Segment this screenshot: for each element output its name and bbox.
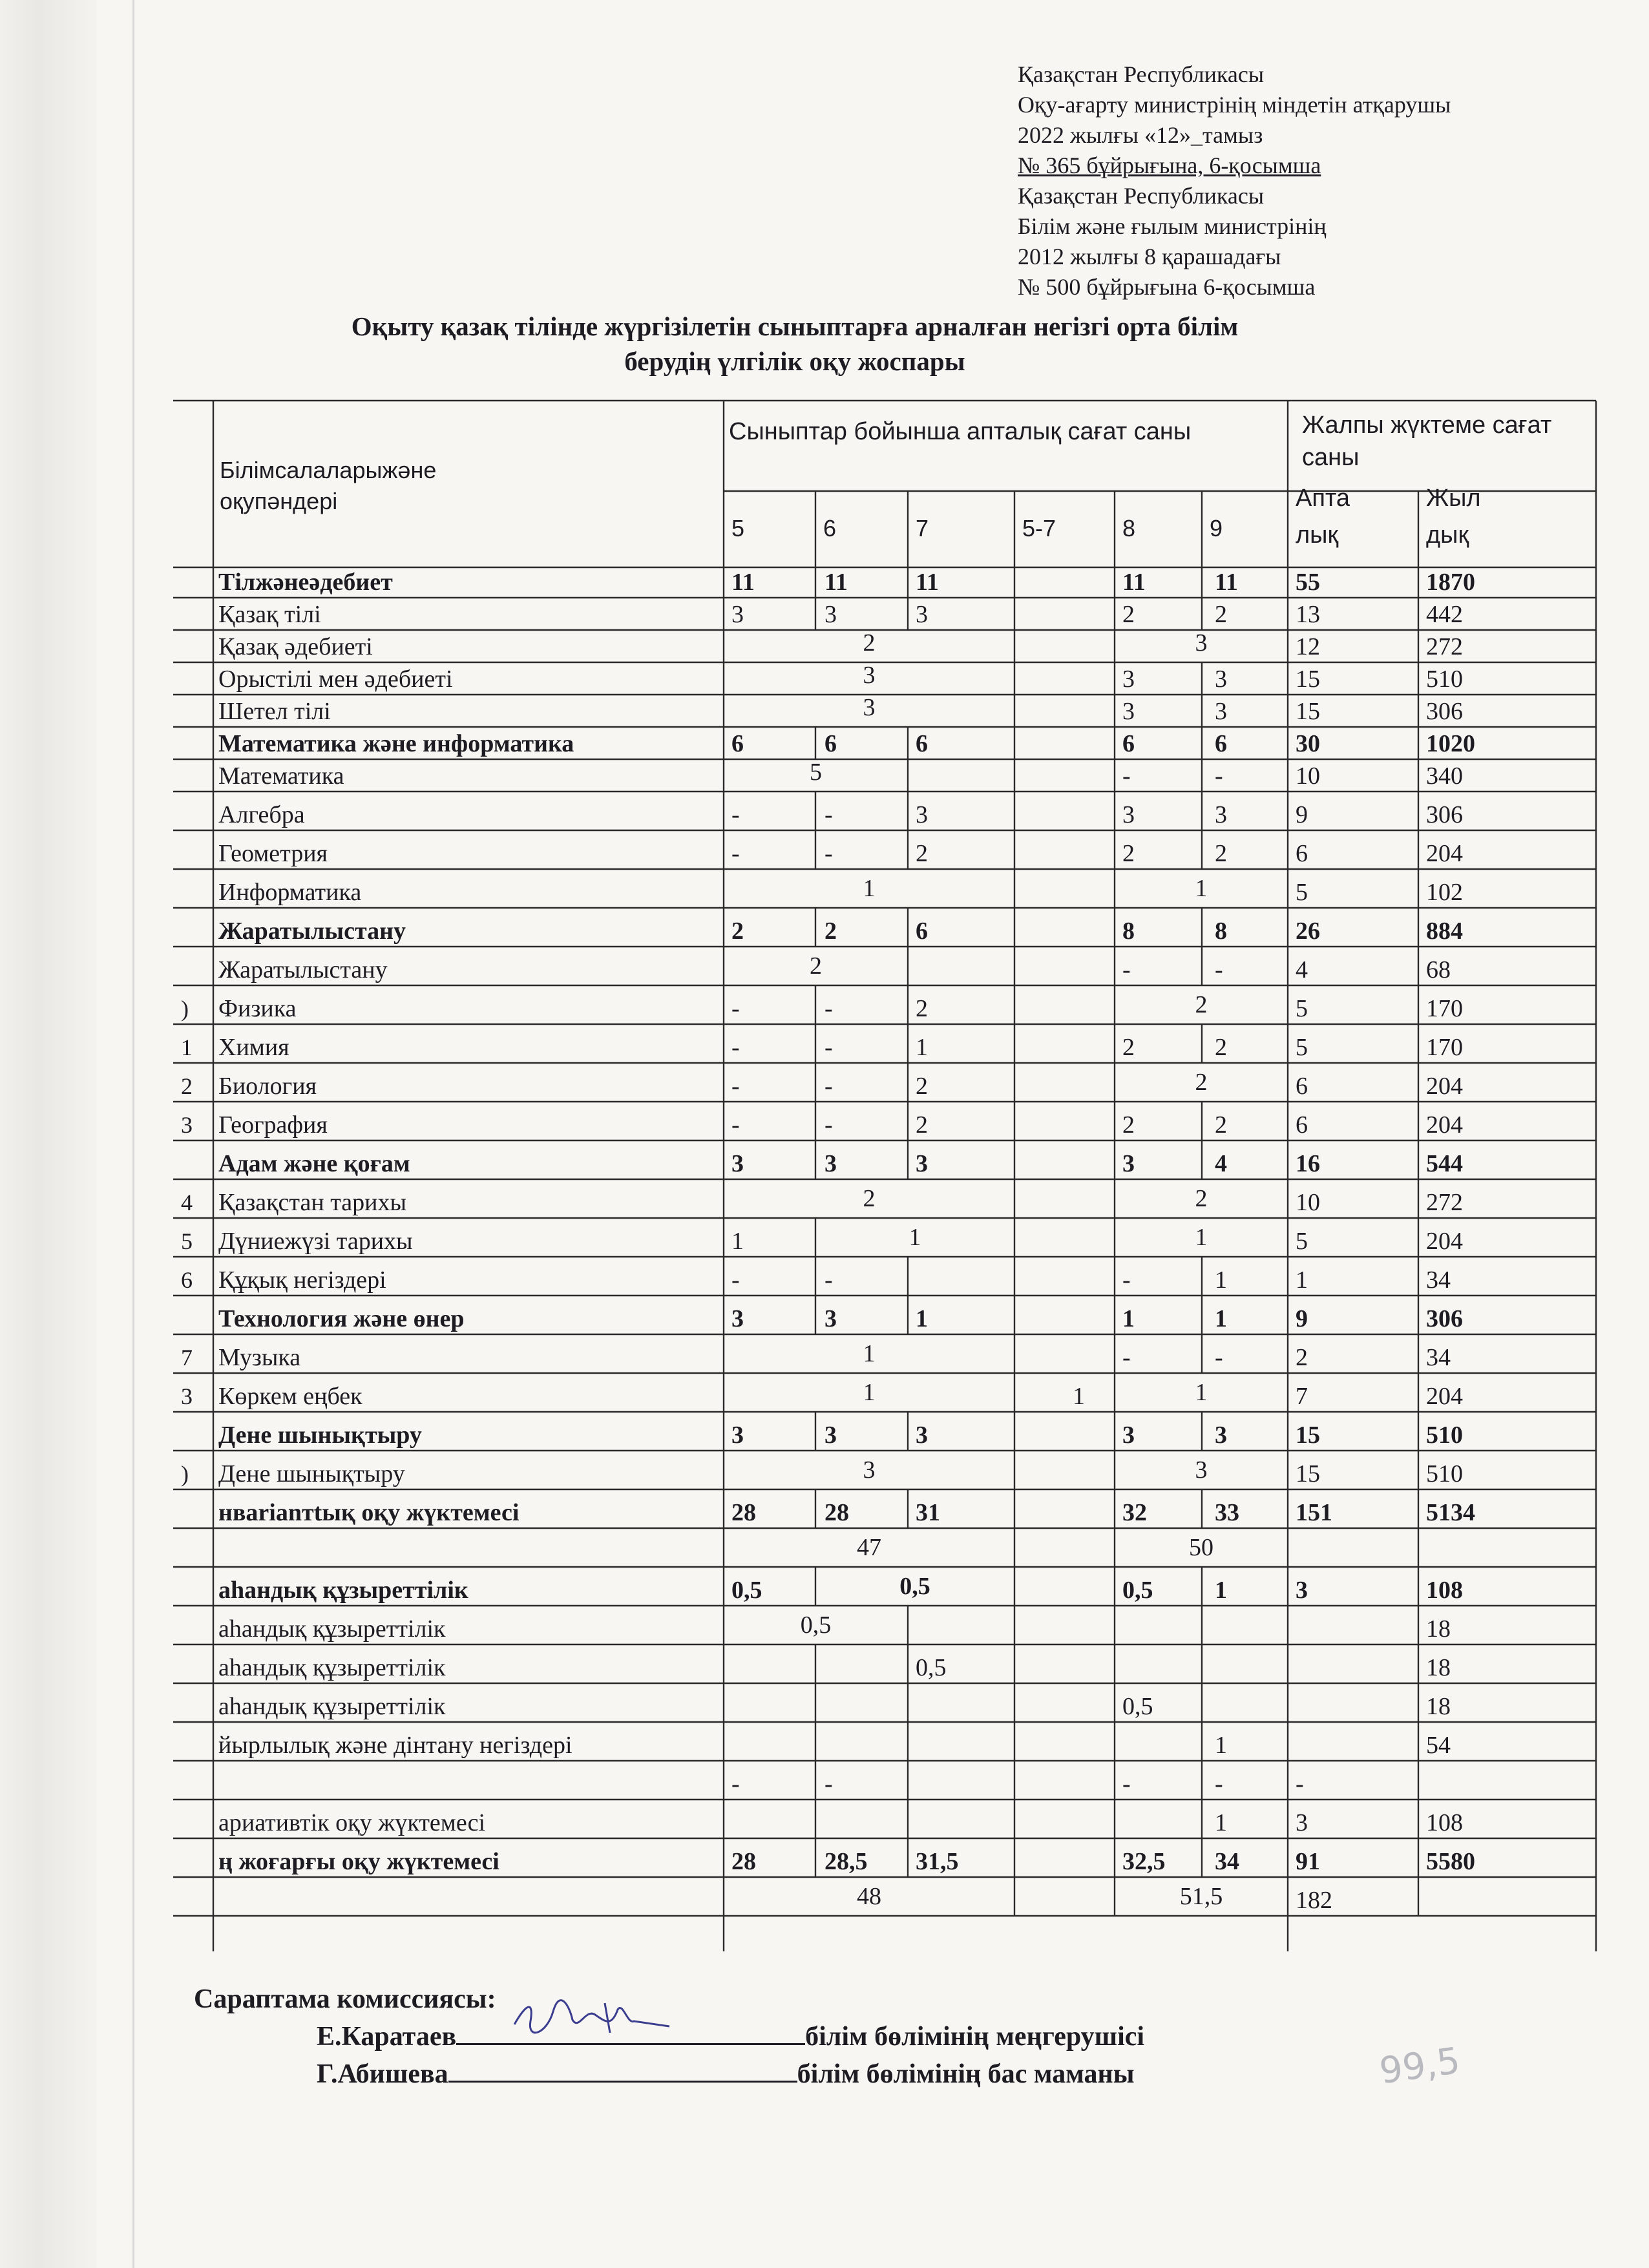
row-subject-name: аһандық құзыреттілік: [218, 1654, 446, 1681]
row-hours-value: -: [1215, 1344, 1223, 1371]
row-hours-value: 1: [731, 1228, 744, 1255]
row-hours-value: 2: [1122, 1034, 1135, 1061]
row-hours-value: 1: [1215, 1305, 1227, 1332]
row-hours-value: 2: [1195, 1185, 1208, 1212]
row-hours-value: -: [731, 840, 740, 867]
row-number: 4: [181, 1190, 193, 1215]
approval-line: № 500 бұйрығына 6-қосымша: [1018, 274, 1316, 300]
row-hours-value: 28,5: [824, 1848, 868, 1875]
row-hours-value: 102: [1426, 879, 1463, 906]
row-subject-name: Технология және өнер: [218, 1305, 465, 1332]
row-hours-value: 33: [1215, 1499, 1239, 1526]
row-hours-value: 306: [1426, 1305, 1463, 1332]
row-subject-name: аһандық құзыреттілік: [218, 1615, 446, 1643]
row-subject-name: Орыстілі мен әдебиеті: [218, 666, 453, 693]
row-hours-value: 11: [824, 569, 848, 596]
row-hours-value: -: [1215, 956, 1223, 983]
signer-1-role: білім бөлімінің меңгерушісі: [805, 2022, 1145, 2052]
row-hours-value: 5: [1296, 1034, 1308, 1061]
row-hours-value: 3: [863, 662, 876, 689]
row-hours-value: -: [824, 1111, 833, 1139]
row-hours-value: 10: [1296, 762, 1320, 790]
row-hours-value: 3: [1122, 801, 1135, 828]
row-hours-value: 1: [863, 875, 876, 902]
row-hours-value: 170: [1426, 1034, 1463, 1061]
row-hours-value: 2: [863, 629, 876, 656]
row-hours-value: 0,5: [1122, 1693, 1153, 1720]
row-subject-name: Информатика: [218, 879, 362, 906]
row-hours-value: 272: [1426, 633, 1463, 660]
row-hours-value: 510: [1426, 1422, 1463, 1449]
row-subject-name: ариативтік оқу жүктемесі: [218, 1809, 486, 1836]
row-hours-value: 1: [1122, 1305, 1135, 1332]
signer-1: [194, 2018, 1357, 2055]
row-hours-value: 170: [1426, 995, 1463, 1022]
row-hours-value: 11: [916, 569, 939, 596]
signature-line-1: [456, 2021, 805, 2045]
row-hours-value: 2: [824, 918, 837, 945]
row-subject-name: Алгебра: [218, 801, 305, 828]
row-hours-value: 6: [731, 730, 744, 757]
row-hours-value: 3: [1122, 1422, 1135, 1449]
row-hours-value: 2: [1122, 1111, 1135, 1139]
row-hours-value: 28: [731, 1848, 756, 1875]
row-subject-name: Тілжәнеәдебиет: [218, 569, 393, 596]
commission-label: Сараптама комиссиясы:: [194, 1984, 496, 2014]
row-subject-name: Қазақстан тарихы: [218, 1189, 406, 1216]
row-hours-value: 15: [1296, 666, 1320, 693]
row-hours-value: 6: [1122, 730, 1135, 757]
row-hours-value: 442: [1426, 601, 1463, 628]
header-grade: 5: [731, 515, 745, 541]
row-subject-name: Геометрия: [218, 840, 328, 867]
row-hours-value: 91: [1296, 1848, 1320, 1875]
row-hours-value: 6: [1296, 1073, 1308, 1100]
row-hours-value: 1: [1215, 1577, 1227, 1604]
row-hours-value: 151: [1296, 1499, 1332, 1526]
row-hours-value: 1: [1195, 1224, 1208, 1251]
row-hours-value: 2: [1215, 840, 1227, 867]
row-hours-value: 18: [1426, 1654, 1451, 1681]
row-hours-value: 3: [1195, 629, 1208, 656]
row-hours-value: 31: [916, 1499, 940, 1526]
row-hours-value: -: [1122, 762, 1131, 790]
header-subject: Білімсалаларыжәне: [220, 457, 437, 483]
row-hours-value: 3: [731, 601, 744, 628]
row-hours-value: -: [824, 840, 833, 867]
signer-2-role: білім бөлімінің бас маманы: [797, 2059, 1135, 2089]
document-title-line2: берудің үлгілік оқу жоспары: [624, 346, 965, 376]
row-hours-value: 18: [1426, 1693, 1451, 1720]
row-hours-value: 204: [1426, 1111, 1463, 1139]
row-hours-value: 1: [909, 1224, 921, 1251]
row-hours-value: 108: [1426, 1577, 1463, 1604]
row-hours-value: 3: [1122, 1150, 1135, 1177]
row-hours-value: 6: [1296, 1111, 1308, 1139]
row-hours-value: 3: [824, 1150, 837, 1177]
row-hours-value: 0,5: [916, 1654, 947, 1681]
row-subject-name: Физика: [218, 995, 297, 1022]
row-hours-value: 1: [863, 1340, 876, 1367]
row-hours-value: 3: [863, 694, 876, 721]
row-subject-name: Қазақ әдебиеті: [218, 633, 373, 660]
row-hours-value: 6: [916, 918, 928, 945]
header-weekly-col: лық: [1296, 521, 1339, 549]
row-hours-value: 12: [1296, 633, 1320, 660]
row-hours-value: 3: [1195, 1456, 1208, 1484]
row-hours-value: 7: [1296, 1383, 1308, 1410]
row-hours-value: 54: [1426, 1732, 1451, 1759]
row-hours-value: 28: [824, 1499, 849, 1526]
row-hours-value: -: [1215, 762, 1223, 790]
approval-line: Қазақстан Республикасы: [1018, 61, 1265, 87]
row-hours-value: -: [1122, 1770, 1131, 1798]
row-hours-value: -: [731, 995, 740, 1022]
row-hours-value: 2: [863, 1185, 876, 1212]
row-hours-value: -: [1215, 1770, 1223, 1798]
row-number: 2: [181, 1073, 193, 1099]
row-subject-name: аһандық құзыреттілік: [218, 1693, 446, 1720]
row-hours-value: 3: [916, 1422, 928, 1449]
signer-2: [194, 2055, 1357, 2093]
row-hours-value: 0,5: [1122, 1577, 1153, 1604]
row-hours-value: 26: [1296, 918, 1320, 945]
document-title-line1: Оқыту қазақ тілінде жүргізілетін сыныптарға арналған негізгі орта білім: [351, 311, 1239, 341]
row-hours-value: 1: [1073, 1383, 1085, 1410]
row-subject-name: Шетел тілі: [218, 698, 331, 725]
row-number: 3: [181, 1383, 193, 1409]
signer-2-name: Г.Абишева: [317, 2059, 448, 2089]
row-hours-value: 5: [810, 759, 822, 786]
row-hours-value: 2: [1122, 840, 1135, 867]
row-subject-name: Биология: [218, 1073, 317, 1100]
row-hours-value: -: [1296, 1770, 1304, 1798]
row-hours-value: 34: [1426, 1266, 1451, 1294]
row-hours-value: 1: [1195, 875, 1208, 902]
row-subject-name: Адам және қоғам: [218, 1150, 410, 1177]
approval-line: № 365 бұйрығына, 6-қосымша: [1018, 152, 1321, 178]
row-hours-value: 1: [1296, 1266, 1308, 1294]
row-hours-value: -: [824, 801, 833, 828]
row-hours-value: 1020: [1426, 730, 1475, 757]
signature-line-2: [448, 2059, 797, 2083]
row-hours-value: 1: [1215, 1732, 1227, 1759]
row-hours-value: 3: [1122, 698, 1135, 725]
header-yearly-col: Жыл: [1426, 485, 1481, 512]
row-hours-value: 204: [1426, 1228, 1463, 1255]
header-grade: 9: [1210, 515, 1223, 541]
row-hours-value: 884: [1426, 918, 1463, 945]
row-hours-value: 6: [824, 730, 837, 757]
pencil-mark: 99,5: [1377, 2039, 1463, 2093]
row-hours-value: -: [731, 1266, 740, 1294]
header-subject: оқупәндері: [220, 488, 338, 514]
header-grade: 6: [823, 515, 837, 541]
row-hours-value: 11: [1215, 569, 1238, 596]
approval-line: 2022 жылғы «12»_тамыз: [1018, 122, 1263, 148]
row-hours-value: 15: [1296, 698, 1320, 725]
row-hours-value: -: [731, 1034, 740, 1061]
row-subject-name: ң жоғарғы оқу жүктемесі: [218, 1848, 499, 1875]
row-hours-value: -: [824, 1770, 833, 1798]
row-subject-name: Көркем еңбек: [218, 1383, 362, 1410]
row-hours-value: 31,5: [916, 1848, 959, 1875]
row-hours-value: 306: [1426, 698, 1463, 725]
row-hours-value: 13: [1296, 601, 1320, 628]
header-yearly-col: дық: [1426, 521, 1469, 549]
row-hours-value: 47: [857, 1534, 881, 1561]
row-hours-value: 1: [916, 1305, 928, 1332]
row-number: 7: [181, 1345, 193, 1370]
row-hours-value: -: [1122, 1266, 1131, 1294]
row-hours-value: 50: [1189, 1534, 1213, 1561]
row-hours-value: 3: [1215, 801, 1227, 828]
row-hours-value: 204: [1426, 1383, 1463, 1410]
approval-line: Оқу-ағарту министрінің міндетін атқарушы: [1018, 92, 1451, 118]
row-hours-value: 4: [1215, 1150, 1227, 1177]
row-hours-value: 5: [1296, 995, 1308, 1022]
row-hours-value: 34: [1215, 1848, 1239, 1875]
row-subject-name: География: [218, 1111, 328, 1139]
row-hours-value: 5: [1296, 879, 1308, 906]
row-hours-value: 6: [916, 730, 928, 757]
row-hours-value: 2: [916, 1073, 928, 1100]
header-weekly-col: Апта: [1296, 485, 1350, 512]
row-hours-value: 0,5: [731, 1577, 762, 1604]
row-hours-value: 55: [1296, 569, 1320, 596]
row-subject-name: Жаратылыстану: [218, 956, 388, 983]
row-subject-name: Математика және информатика: [218, 730, 574, 757]
row-hours-value: 182: [1296, 1887, 1332, 1914]
row-subject-name: нвarianтtық оқу жүктемесі: [218, 1499, 520, 1526]
footer-signatures: [194, 1980, 1357, 2093]
row-subject-name: Химия: [218, 1034, 289, 1061]
row-hours-value: 3: [916, 801, 928, 828]
row-hours-value: 3: [1296, 1577, 1308, 1604]
row-hours-value: 5134: [1426, 1499, 1475, 1526]
row-hours-value: -: [731, 1111, 740, 1139]
row-hours-value: 5580: [1426, 1848, 1475, 1875]
row-hours-value: 3: [1215, 698, 1227, 725]
row-hours-value: 3: [1122, 666, 1135, 693]
approval-line: Қазақстан Республикасы: [1018, 183, 1265, 209]
signer-1-name: Е.Каратаев: [317, 2022, 457, 2052]
row-hours-value: 2: [1215, 601, 1227, 628]
row-hours-value: 9: [1296, 801, 1308, 828]
header-weekly-hours: Сыныптар бойынша апталық сағат саны: [729, 418, 1192, 445]
row-subject-name: Дүниежүзі тарихы: [218, 1228, 413, 1255]
row-hours-value: 204: [1426, 1073, 1463, 1100]
row-hours-value: 108: [1426, 1809, 1463, 1836]
row-hours-value: -: [824, 995, 833, 1022]
header-grade: 5-7: [1022, 515, 1056, 541]
row-number: 3: [181, 1112, 193, 1138]
row-hours-value: 34: [1426, 1344, 1451, 1371]
row-hours-value: 2: [810, 952, 822, 980]
row-hours-value: 9: [1296, 1305, 1308, 1332]
row-hours-value: -: [824, 1266, 833, 1294]
row-hours-value: 2: [1195, 1069, 1208, 1096]
row-hours-value: 1: [1215, 1809, 1227, 1836]
row-number: 1: [181, 1034, 193, 1060]
row-hours-value: 2: [1296, 1344, 1308, 1371]
row-hours-value: 51,5: [1179, 1883, 1223, 1910]
header-grade: 7: [916, 515, 929, 541]
row-hours-value: 3: [863, 1456, 876, 1484]
row-hours-value: 1: [1215, 1266, 1227, 1294]
row-number: ): [181, 1461, 189, 1487]
row-hours-value: 2: [1215, 1111, 1227, 1139]
row-hours-value: 3: [731, 1422, 744, 1449]
row-hours-value: 2: [916, 1111, 928, 1139]
row-subject-name: Дене шынықтыру: [218, 1460, 405, 1487]
row-hours-value: 3: [824, 1305, 837, 1332]
header-total-load: саны: [1302, 444, 1360, 471]
row-hours-value: 8: [1122, 918, 1135, 945]
row-hours-value: 28: [731, 1499, 756, 1526]
row-hours-value: -: [731, 1073, 740, 1100]
row-hours-value: 3: [824, 601, 837, 628]
row-hours-value: 3: [824, 1422, 837, 1449]
header-grade: 8: [1122, 515, 1136, 541]
row-hours-value: 510: [1426, 666, 1463, 693]
row-hours-value: 2: [1195, 991, 1208, 1018]
row-number: 6: [181, 1267, 193, 1293]
row-hours-value: 3: [916, 601, 928, 628]
row-hours-value: 15: [1296, 1460, 1320, 1487]
row-hours-value: 30: [1296, 730, 1320, 757]
handwritten-signature: [508, 1995, 676, 2041]
row-hours-value: -: [824, 1034, 833, 1061]
row-subject-name: Құқық негіздері: [218, 1266, 386, 1294]
row-number: ): [181, 996, 189, 1022]
row-hours-value: 11: [1122, 569, 1146, 596]
row-hours-value: 10: [1296, 1189, 1320, 1216]
row-hours-value: 1: [863, 1379, 876, 1406]
row-hours-value: 272: [1426, 1189, 1463, 1216]
row-hours-value: 2: [1215, 1034, 1227, 1061]
row-hours-value: -: [731, 1770, 740, 1798]
row-hours-value: 16: [1296, 1150, 1320, 1177]
row-hours-value: 6: [1215, 730, 1227, 757]
row-hours-value: 11: [731, 569, 755, 596]
row-hours-value: 3: [1215, 666, 1227, 693]
row-hours-value: 18: [1426, 1615, 1451, 1643]
row-hours-value: -: [731, 801, 740, 828]
approval-line: 2012 жылғы 8 қарашадағы: [1018, 244, 1281, 269]
row-hours-value: 1: [916, 1034, 928, 1061]
row-hours-value: 32,5: [1122, 1848, 1166, 1875]
row-hours-value: 204: [1426, 840, 1463, 867]
row-hours-value: 510: [1426, 1460, 1463, 1487]
row-hours-value: 3: [1215, 1422, 1227, 1449]
row-hours-value: 1870: [1426, 569, 1475, 596]
row-hours-value: 5: [1296, 1228, 1308, 1255]
row-subject-name: Математика: [218, 762, 344, 790]
row-hours-value: 8: [1215, 918, 1227, 945]
row-hours-value: 2: [1122, 601, 1135, 628]
approval-line: Білім және ғылым министрінің: [1018, 213, 1327, 239]
row-hours-value: -: [1122, 1344, 1131, 1371]
row-hours-value: 2: [916, 995, 928, 1022]
row-hours-value: 3: [731, 1305, 744, 1332]
row-hours-value: 4: [1296, 956, 1308, 983]
row-hours-value: 6: [1296, 840, 1308, 867]
row-hours-value: 544: [1426, 1150, 1463, 1177]
row-subject-name: йырлылық және дінтану негіздері: [218, 1732, 572, 1759]
row-hours-value: 3: [916, 1150, 928, 1177]
header-total-load: Жалпы жүктеме сағат: [1302, 412, 1552, 439]
row-subject-name: Дене шынықтыру: [218, 1422, 422, 1449]
row-hours-value: -: [1122, 956, 1131, 983]
row-subject-name: аһандық құзыреттілік: [218, 1577, 468, 1604]
row-hours-value: 0,5: [899, 1573, 930, 1600]
row-subject-name: Жаратылыстану: [218, 918, 406, 945]
row-hours-value: 3: [1296, 1809, 1308, 1836]
row-hours-value: 3: [731, 1150, 744, 1177]
row-hours-value: 1: [1195, 1379, 1208, 1406]
row-hours-value: 2: [916, 840, 928, 867]
row-hours-value: 340: [1426, 762, 1463, 790]
row-number: 5: [181, 1228, 193, 1254]
row-hours-value: 68: [1426, 956, 1451, 983]
row-subject-name: Қазақ тілі: [218, 601, 321, 628]
row-hours-value: 2: [731, 918, 744, 945]
row-hours-value: 306: [1426, 801, 1463, 828]
row-subject-name: Музыка: [218, 1344, 301, 1371]
row-hours-value: 0,5: [800, 1612, 832, 1639]
row-hours-value: 48: [857, 1883, 881, 1910]
row-hours-value: 15: [1296, 1422, 1320, 1449]
row-hours-value: -: [824, 1073, 833, 1100]
row-hours-value: 32: [1122, 1499, 1147, 1526]
